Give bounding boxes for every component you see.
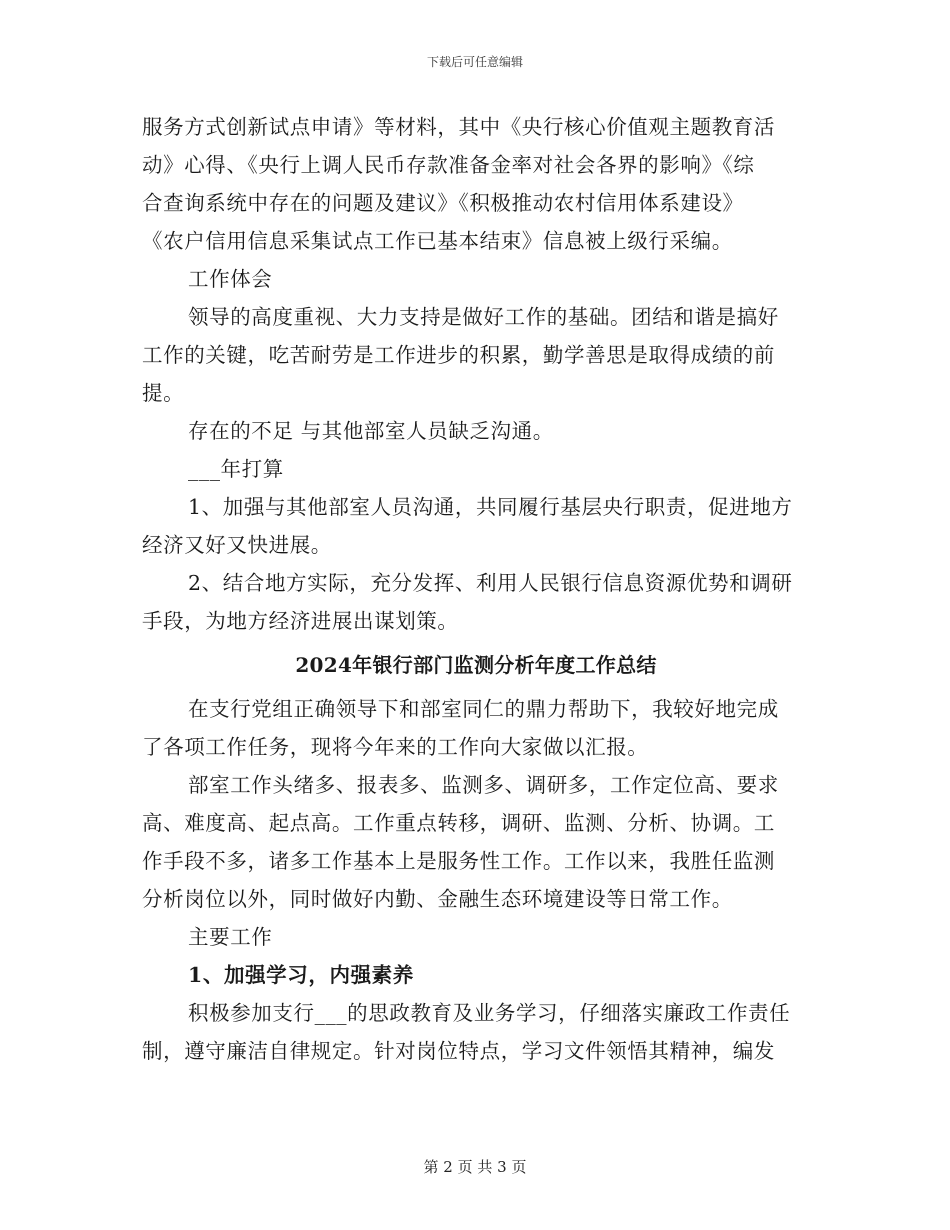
paragraph-line: 作手段不多，诸多工作基本上是服务性工作。工作以来，我胜任监测 [142, 849, 775, 873]
paragraph-line: 工作的关键，吃苦耐劳是工作进步的积累，勤学善思是取得成绩的前 [142, 343, 775, 367]
subheading-work-experience: 工作体会 [188, 267, 273, 291]
paragraph-line: 分析岗位以外，同时做好内勤、金融生态环境建设等日常工作。 [142, 887, 733, 911]
section-title: 2024年银行部门监测分析年度工作总结 [295, 653, 657, 677]
paragraph-line: 制，遵守廉洁自律规定。针对岗位特点，学习文件领悟其精神，编发 [142, 1039, 775, 1063]
subheading-main-work: 主要工作 [188, 925, 273, 949]
paragraph-line: 服务方式创新试点申请》等材料，其中《央行核心价值观主题教育活 [142, 115, 775, 139]
paragraph-line: 1、加强与其他部室人员沟通，共同履行基层央行职责，促进地方 [188, 495, 793, 519]
paragraph-line: 领导的高度重视、大力支持是做好工作的基础。团结和谐是搞好 [188, 305, 779, 329]
paragraph-line: 高、难度高、起点高。工作重点转移，调研、监测、分析、协调。工 [142, 811, 775, 835]
paragraph-line: 积极参加支行___的思政教育及业务学习，仔细落实廉政工作责任 [188, 1001, 791, 1025]
paragraph-line: 经济又好又快进展。 [142, 533, 332, 557]
header-note: 下载后可任意编辑 [426, 55, 523, 69]
paragraph-line: 存在的不足 与其他部室人员缺乏沟通。 [188, 419, 554, 443]
paragraph-line: 了各项工作任务，现将今年来的工作向大家做以汇报。 [142, 735, 649, 759]
paragraph-line: 提。 [142, 381, 185, 405]
paragraph-line: 《农户信用信息采集试点工作已基本结束》信息被上级行采编。 [142, 229, 733, 253]
subheading-study: 1、加强学习，内强素养 [188, 963, 414, 987]
document-body [142, 108, 810, 1070]
paragraph-line: 部室工作头绪多、报表多、监测多、调研多，工作定位高、要求 [188, 773, 779, 797]
paragraph-line: 合查询系统中存在的问题及建议》《积极推动农村信用体系建设》 [142, 191, 744, 215]
subheading-year-plan: ___年打算 [188, 457, 284, 481]
paragraph-line: 手段，为地方经济进展出谋划策。 [142, 609, 459, 633]
paragraph-line: 在支行党组正确领导下和部室同仁的鼎力帮助下，我较好地完成 [188, 697, 779, 721]
paragraph-line: 2、结合地方实际，充分发挥、利用人民银行信息资源优势和调研 [188, 571, 793, 595]
paragraph-line: 动》心得、《央行上调人民币存款准备金率对社会各界的影响》《综 [142, 153, 755, 177]
page-number-footer: 第 2 页 共 3 页 [423, 1158, 527, 1176]
